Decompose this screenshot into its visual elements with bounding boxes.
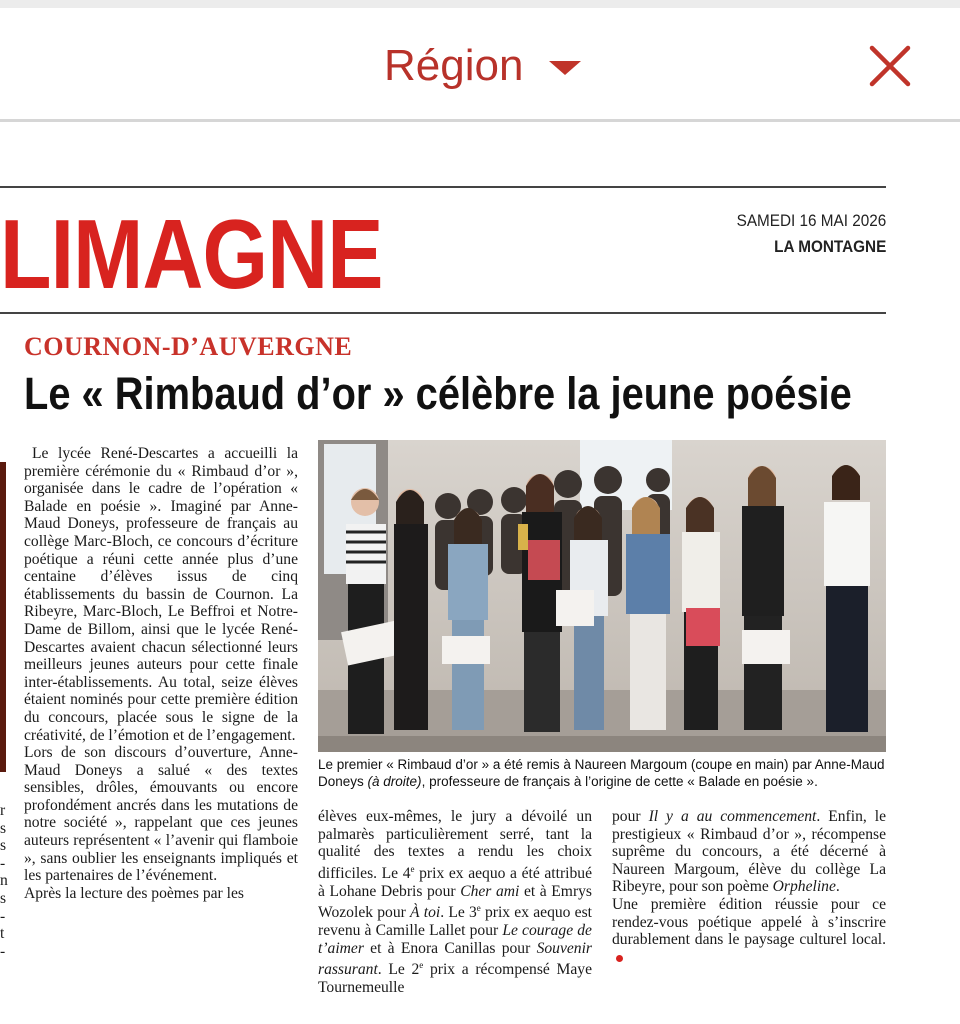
caption-text: , professeure de français à l’origine de cette « Balade en poésie ». bbox=[421, 774, 818, 789]
section-menu-label: Région bbox=[384, 41, 524, 90]
paragraph: élèves eux-mêmes, le jury a dévoilé un palmarès particulièrement serré, tant la qualité des textes a rendu les choix difficiles. Le 4e prix ex aequo a été attribué à Lohane Debris pour Cher ami et à Emrys Wozolek pour À toi. Le 3e prix ex aequo est revenu à Camille Lallet pour Le courage de t’aimer et à Enora Canillas pour Souvenir rassurant. Le 2e prix a récompensé Maye Tournemeulle bbox=[318, 808, 592, 996]
cropped-column-edge: r s s - n s - t - bbox=[0, 802, 8, 960]
paragraph: Le lycée René-Descartes a accueilli la première cérémonie du « Rimbaud d’or », organisée dans le cadre de l’opération « Balade en poésie ». Imaginé par Anne-Maud Doneys, professeure de français au collège Marc-Bloch, ce concours d’écriture poétique a réuni cette année plus d’une centaine d’élèves issus de cinq établissements du bassin de Cournon. La Ribeyre, Marc-Bloch, Le Beffroi et Notre-Dame de Billom, ainsi que le lycée René-Descartes avaient chacun sélectionné leurs meilleurs jeunes auteurs pour cette finale inter-établissements. Au total, seize élèves étaient nominés pour cette première édition du concours, placée sous le signe de la créativité, de l’émotion et de l’engagement. bbox=[24, 445, 298, 744]
section-title: LIMAGNE bbox=[0, 199, 383, 309]
top-rule bbox=[0, 186, 886, 188]
article-kicker: COURNON-D’AUVERGNE bbox=[24, 332, 353, 361]
student-figure bbox=[518, 474, 562, 732]
status-strip bbox=[0, 0, 960, 8]
article-headline: Le « Rimbaud d’or » célèbre la jeune poésie bbox=[24, 368, 852, 419]
dateline bbox=[736, 208, 886, 260]
caret-down-icon bbox=[549, 61, 581, 75]
article-column-3 bbox=[612, 808, 886, 966]
group-photo-illustration bbox=[318, 440, 886, 752]
student-figure bbox=[824, 465, 870, 732]
section-menu-button[interactable] bbox=[384, 38, 581, 94]
article-photo bbox=[318, 440, 886, 752]
cropped-photo-edge bbox=[0, 462, 6, 772]
paragraph: pour Il y a au commencement. Enfin, le prestigieux « Rimbaud d’or », récompense suprême du concours, a été décerné à Naureen Margoum, élève du collège La Ribeyre, pour son poème Orpheline. bbox=[612, 808, 887, 896]
caption-text: Le premier « Rimbaud d’or » a été remis à Naureen Margoum (coupe en main) par Anne-Maud Doneys bbox=[318, 757, 885, 789]
section-rule bbox=[0, 312, 886, 314]
photo-caption bbox=[318, 756, 886, 790]
close-icon[interactable] bbox=[866, 42, 914, 90]
paragraph: Une première édition réussie pour ce rendez-vous poétique appelé à s’inscrire durablement dans le paysage culturel local. bbox=[612, 896, 886, 966]
article-column-2 bbox=[318, 808, 592, 997]
publication-name: LA MONTAGNE bbox=[773, 237, 886, 256]
app-bar bbox=[0, 0, 960, 120]
paragraph: Lors de son discours d’ouverture, Anne-Maud Doneys a salué « des textes sensibles, drôles, émouvants ou encore profondément ancrés dans les mutations de notre société », rappelant que ces jeunes auteurs représentent « l’avenir qui flamboie », sans oublier les enseignants impliqués et les partenaires de l’événement. bbox=[24, 744, 298, 885]
paragraph: Après la lecture des poèmes par les bbox=[24, 884, 244, 902]
end-mark-icon bbox=[616, 955, 623, 962]
student-figure bbox=[394, 489, 428, 730]
article-column-1 bbox=[24, 445, 298, 902]
caption-italic: (à droite) bbox=[367, 774, 422, 789]
issue-date: SAMEDI 16 MAI 2026 bbox=[736, 211, 886, 230]
newspaper-page[interactable] bbox=[0, 122, 960, 1024]
